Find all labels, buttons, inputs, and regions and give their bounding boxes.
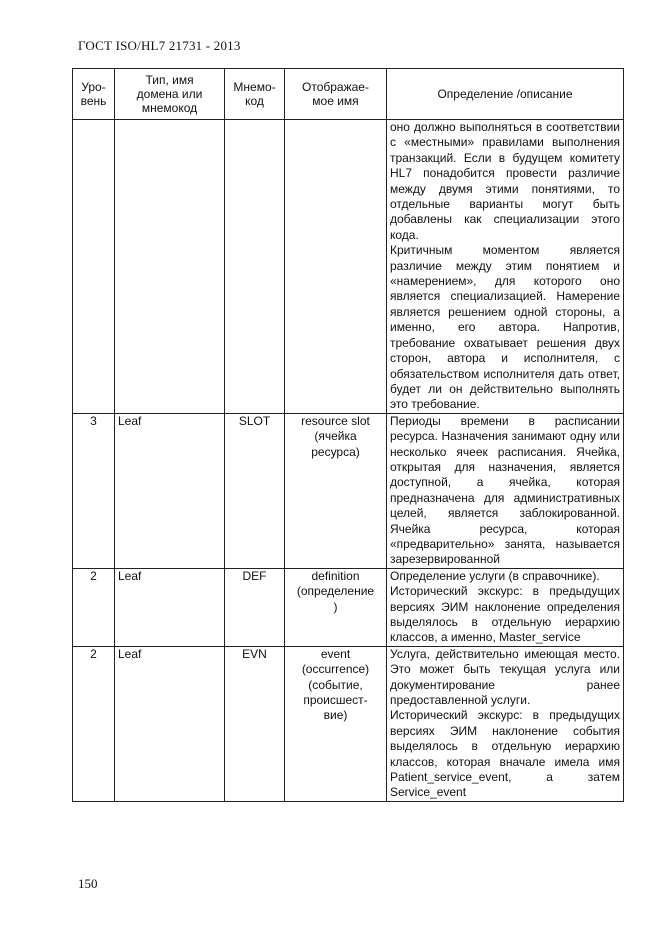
cell-display: event (occurrence) (событие, происшест- вие) (285, 646, 387, 801)
table-row (73, 568, 624, 646)
definitions-table (72, 68, 624, 802)
cell-definition (387, 568, 624, 646)
cell-code: DEF (225, 568, 285, 646)
cell-definition (387, 413, 624, 568)
column-header-code (225, 69, 285, 120)
column-header-level (73, 69, 115, 120)
column-header-display-label: Отображае- мое имя (302, 80, 369, 108)
column-header-definition (387, 69, 624, 120)
cell-type (115, 120, 225, 414)
cell-type: Leaf (115, 413, 225, 568)
cell-definition (387, 120, 624, 414)
table-row (73, 646, 624, 801)
definition-paragraph: оно должно выполняться в соответствии с «местными» правилами выполнения транзакций. Если в будущем комитету HL7 понадобится провести различие между двумя этими понятиями, то отдельные варианты могут быть добавлены как специализации этого кода. (390, 120, 620, 242)
table-row (73, 413, 624, 568)
definition-paragraph: Услуга, действительно имеющая место. Это может быть текущая услуга или документирование ранее предоставленной услуги. (390, 646, 620, 708)
cell-level: 3 (73, 413, 115, 568)
column-header-type (115, 69, 225, 120)
cell-definition (387, 646, 624, 801)
column-header-display (285, 69, 387, 120)
definition-paragraph: Исторический экскурс: в предыдущих версиях ЭИМ наклонение определения выделялось в отдельную иерархию классов, а именно, Master_service (390, 584, 620, 645)
definition-paragraph: Периоды времени в расписании ресурса. Назначения занимают одну или несколько ячеек расписания. Ячейка, открытая для назначения, является доступной, а ячейка, которая предназначена для административных целей, является заблокированной. Ячейка ресурса, которая «предварительно» занята, называется зарезервированной (390, 413, 620, 567)
document-header: ГОСТ ISO/HL7 21731 - 2013 (78, 38, 241, 53)
table-header-row (73, 69, 624, 120)
column-header-definition-label: Определение /описание (437, 87, 573, 101)
cell-display (285, 120, 387, 414)
definition-paragraph: Определение услуги (в справочнике). (390, 568, 600, 583)
page-number: 150 (78, 876, 98, 891)
definition-paragraph: Критичным моментом является различие между этим понятием и «намерением», для которого оно является специализацией. Намерение является решением одной стороны, а именно, его автора. Напротив, требование охватывает решения двух сторон, автора и исполнителя, с обязательством исполнителя дать ответ, будет ли он действительно выполнять это требование. (390, 243, 620, 412)
cell-level: 2 (73, 646, 115, 801)
table-row (73, 120, 624, 414)
cell-type: Leaf (115, 646, 225, 801)
cell-level: 2 (73, 568, 115, 646)
column-header-type-label: Тип, имя домена или мнемокод (136, 73, 203, 115)
cell-display: definition (определение ) (285, 568, 387, 646)
definition-paragraph: Исторический экскурс: в предыдущих версиях ЭИМ наклонение события выделялось в отдельную иерархию классов, которая вначале имела имя Patient_service_event, а затем Service_event (390, 708, 620, 800)
column-header-level-label: Уро- вень (80, 80, 107, 108)
cell-level (73, 120, 115, 414)
cell-type: Leaf (115, 568, 225, 646)
cell-display: resource slot (ячейка ресурса) (285, 413, 387, 568)
cell-code: SLOT (225, 413, 285, 568)
cell-code: EVN (225, 646, 285, 801)
cell-code (225, 120, 285, 414)
column-header-code-label: Мнемо- код (233, 80, 276, 108)
